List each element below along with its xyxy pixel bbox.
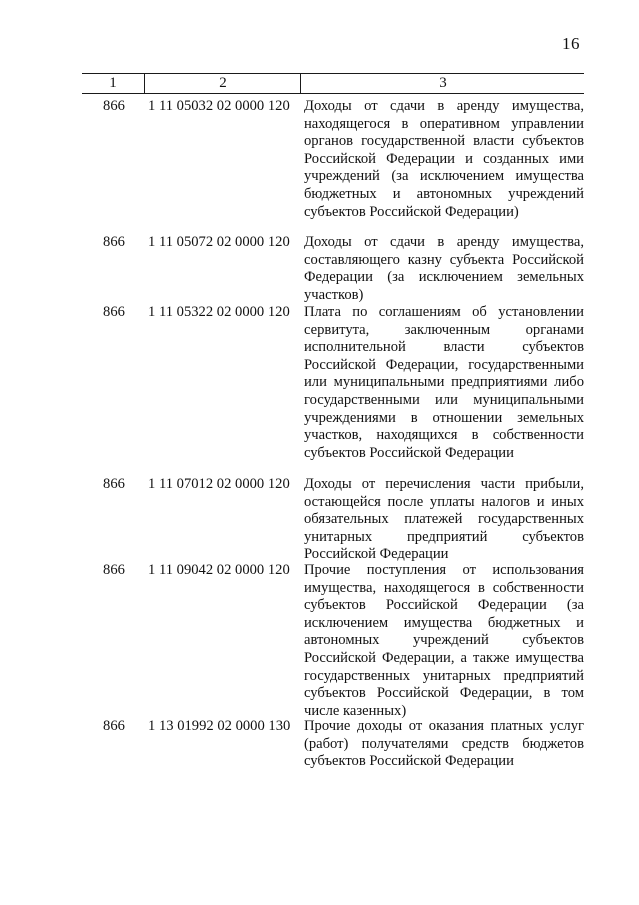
revenue-code-cell: 1 11 09042 02 0000 120 <box>148 562 290 578</box>
revenue-name-cell: Доходы от сдачи в аренду имущества, находящегося в оперативном управлении органов государственной власти субъектов Российской Федерации и созданных ими учреждений (за исключением имущества бюджетных и автономных учреждений субъектов Российской Федерации) <box>304 98 584 220</box>
revenue-name-cell: Прочие поступления от использования имущества, находящегося в собственности субъектов Российской Федерации (за исключением имущества бюджетных и автономных учреждений субъектов Российской Федерации, а также имущества государственных унитарных предприятий субъектов Российской Федерации, в том числе казенных) <box>304 562 584 719</box>
revenue-code-cell: 1 13 01992 02 0000 130 <box>148 718 291 734</box>
table-row <box>82 562 584 718</box>
revenue-name-cell: Плата по соглашениям об установлении сервитута, заключенным органами исполнительной власти субъектов Российской Федерации, государственными или муниципальными предприятиями либо государственными или муниципальными учреждениями в отношении земельных участков, находящихся в собственности субъектов Российской Федерации <box>304 304 584 461</box>
table-row <box>82 476 584 562</box>
admin-code-cell: 866 <box>103 234 125 250</box>
revenue-table <box>82 73 584 770</box>
admin-code-cell: 866 <box>103 304 125 320</box>
revenue-code-cell: 1 11 05032 02 0000 120 <box>148 98 290 114</box>
admin-code-cell: 866 <box>103 718 125 734</box>
table-body <box>82 98 584 790</box>
table-row <box>82 98 584 234</box>
revenue-name-cell: Доходы от сдачи в аренду имущества, составляющего казну субъекта Российской Федерации (за исключением земельных участков) <box>304 234 584 303</box>
admin-code-cell: 866 <box>103 476 125 492</box>
column-header-2: 2 <box>144 74 301 93</box>
admin-code-cell: 866 <box>103 98 125 114</box>
table-row <box>82 234 584 304</box>
table-header-row <box>82 73 584 94</box>
table-row <box>82 304 584 476</box>
column-header-3: 3 <box>300 74 585 93</box>
revenue-name-cell: Доходы от перечисления части прибыли, остающейся после уплаты налогов и иных обязательных платежей государственных унитарных предприятий субъектов Российской Федерации <box>304 476 584 563</box>
revenue-code-cell: 1 11 07012 02 0000 120 <box>148 476 290 492</box>
revenue-name-cell: Прочие доходы от оказания платных услуг (работ) получателями средств бюджетов субъектов Российской Федерации <box>304 718 584 770</box>
revenue-code-cell: 1 11 05072 02 0000 120 <box>148 234 290 250</box>
table-row <box>82 718 584 790</box>
column-header-1: 1 <box>109 75 117 91</box>
page-number: 16 <box>562 34 580 53</box>
admin-code-cell: 866 <box>103 562 125 578</box>
revenue-code-cell: 1 11 05322 02 0000 120 <box>148 304 290 320</box>
